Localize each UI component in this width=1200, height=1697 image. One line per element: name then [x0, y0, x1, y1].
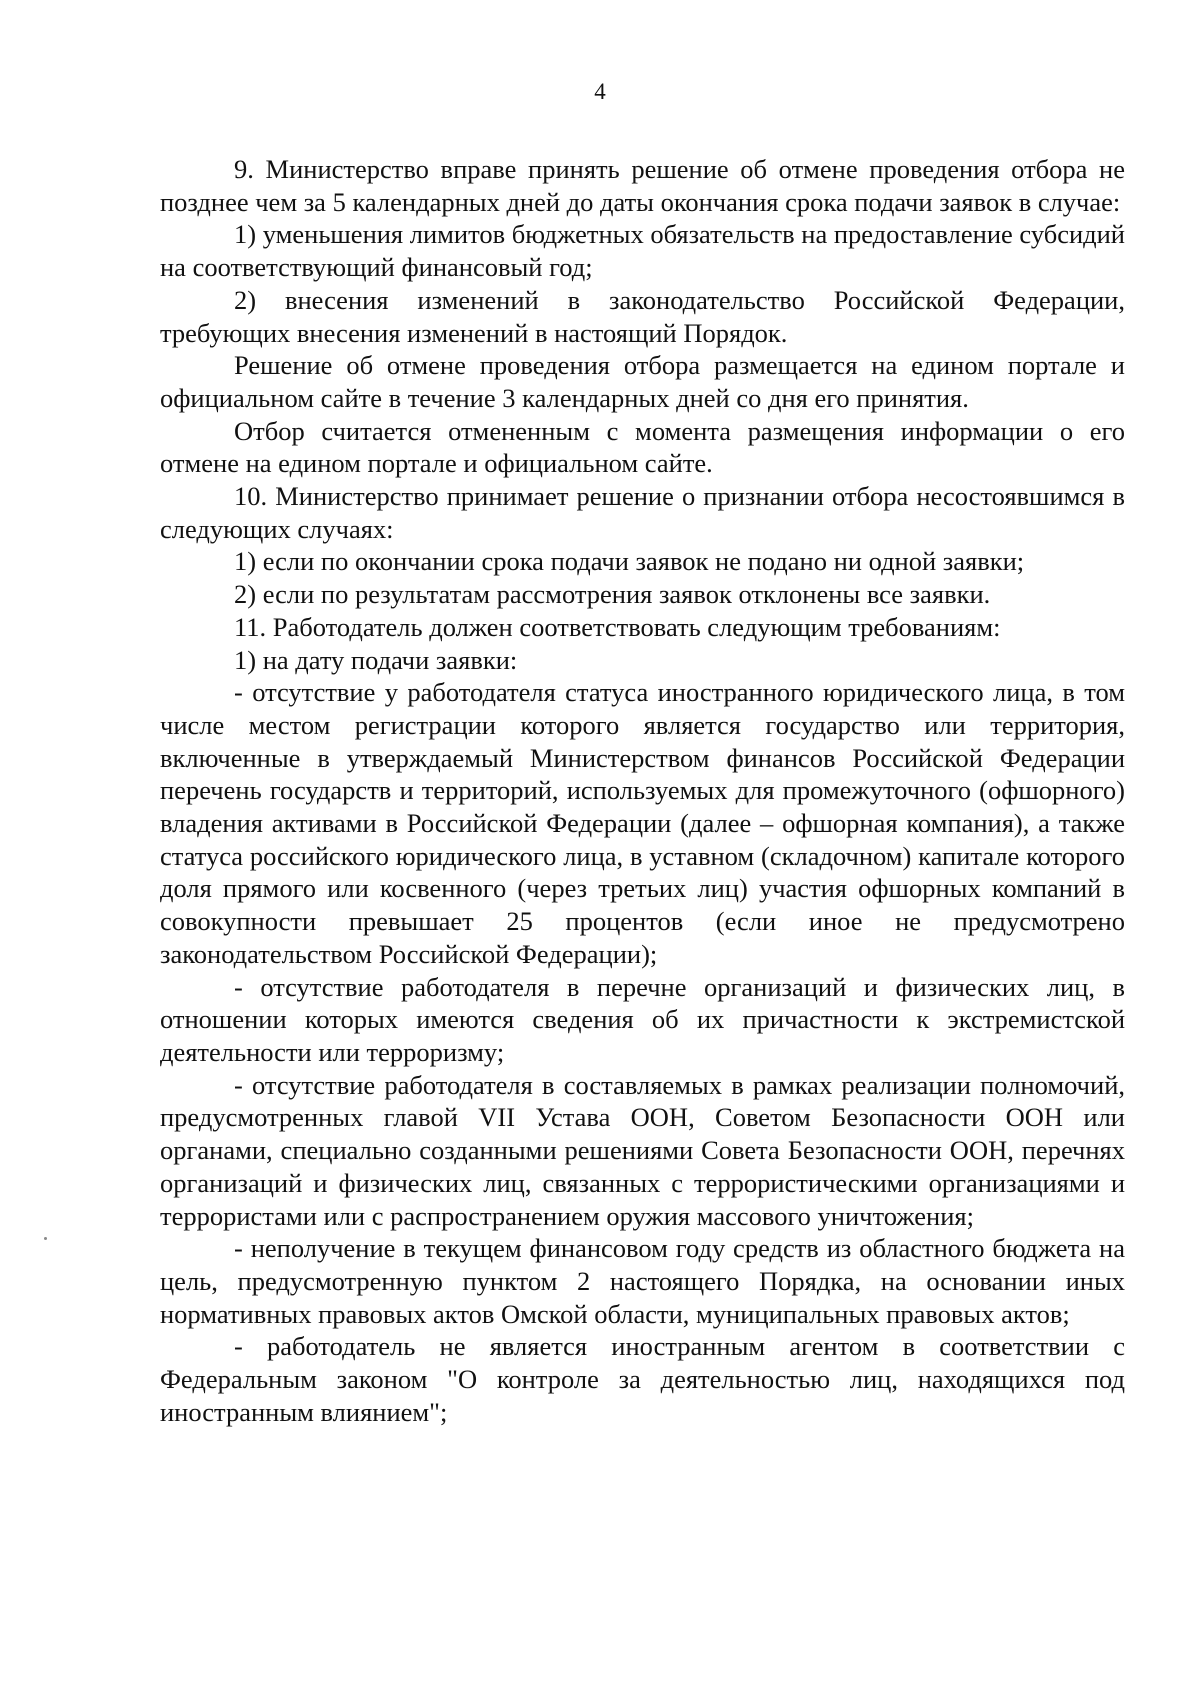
paragraph-10-failed-selection: 10. Министерство принимает решение о признании отбора несостоявшимся в следующих случаях:	[160, 481, 1125, 544]
paragraph-10-subitem-1: 1) если по окончании срока подачи заявок не подано ни одной заявки;	[234, 546, 1025, 577]
paragraph-11-employer-requirements: 11. Работодатель должен соответствовать следующим требованиям:	[234, 611, 1001, 642]
paragraph-9-cancellation: 9. Министерство вправе принять решение об отмене проведения отбора не позднее чем за 5 календарных дней до даты окончания срока подачи заявок в случае:	[160, 154, 1125, 217]
paragraph-11-subitem-1: 1) на дату подачи заявки:	[234, 644, 518, 675]
page-number: 4	[594, 79, 606, 104]
requirement-not-un-list: - отсутствие работодателя в составляемых в рамках реализации полномочий, предусмотренных главой VII Устава ООН, Советом Безопасности ООН или органами, специально созданными решениями Совета Безопасности ООН, перечнях организаций и физических лиц, связанных с террористическими организациями и террористами или с распространением оружия массового уничтожения;	[160, 1069, 1125, 1231]
document-body	[160, 153, 1125, 1428]
requirement-not-extremist-list: - отсутствие работодателя в перечне организаций и физических лиц, в отношении которых имеются сведения об их причастности к экстремистской деятельности или терроризму;	[160, 971, 1125, 1067]
requirement-not-foreign-agent: - работодатель не является иностранным агентом в соответствии с Федеральным законом "О контроле за деятельностью лиц, находящихся под иностранным влиянием";	[160, 1331, 1125, 1427]
paragraph-9-subitem-2: 2) внесения изменений в законодательство Российской Федерации, требующих внесения изменений в настоящий Порядок.	[160, 284, 1125, 348]
paragraph-9-subitem-1: 1) уменьшения лимитов бюджетных обязательств на предоставление субсидий на соответствующий финансовый год;	[160, 219, 1125, 283]
requirement-no-other-funding: - неполучение в текущем финансовом году средств из областного бюджета на цель, предусмотренную пунктом 2 настоящего Порядка, на основании иных нормативных правовых актов Омской области, муниципальных правовых актов;	[160, 1233, 1125, 1329]
requirement-not-foreign-entity: - отсутствие у работодателя статуса иностранного юридического лица, в том числе местом регистрации которого является государство или территория, включенные в утверждаемый Министерством финансов Российской Федерации перечень государств и территорий, используемых для промежуточного (офшорного) владения активами в Российской Федерации (далее – офшорная компания), а также статуса российского юридического лица, в уставном (складочном) капитале которого доля прямого или косвенного (через третьих лиц) участия офшорных компаний в совокупности превышает 25 процентов (если иное не предусмотрено законодательством Российской Федерации);	[160, 677, 1125, 969]
paragraph-10-subitem-2: 2) если по результатам рассмотрения заявок отклонены все заявки.	[234, 579, 991, 610]
paragraph-cancellation-effective: Отбор считается отмененным с момента размещения информации о его отмене на едином портале и официальном сайте.	[160, 415, 1125, 479]
paragraph-cancellation-publication: Решение об отмене проведения отбора размещается на едином портале и официальном сайте в течение 3 календарных дней со дня его принятия.	[160, 350, 1125, 413]
scan-speck	[44, 1237, 47, 1240]
